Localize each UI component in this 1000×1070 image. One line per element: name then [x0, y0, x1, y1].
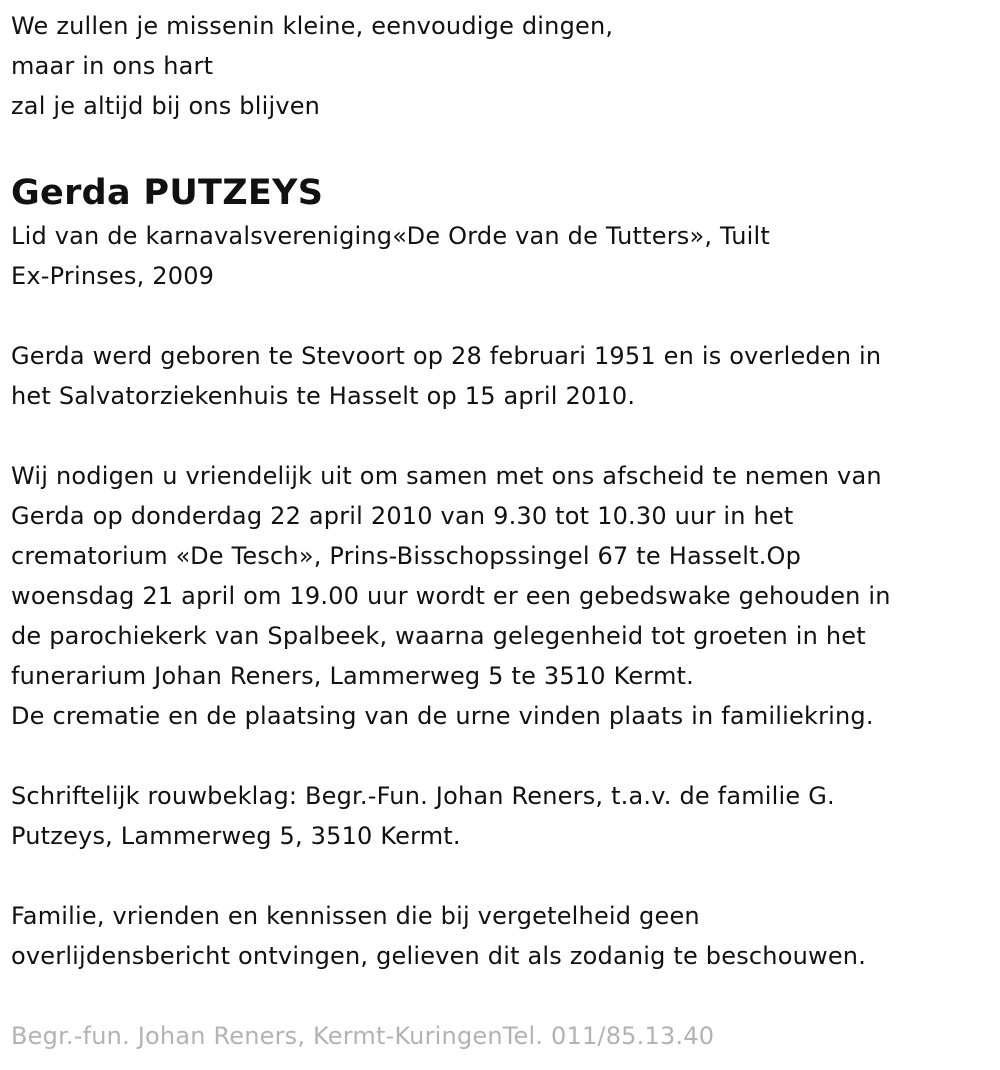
paragraph-line: de parochiekerk van Spalbeek, waarna gelegenheid tot groeten in het — [11, 622, 866, 650]
verse-line: maar in ons hart — [11, 52, 214, 80]
funeral-home-footer — [11, 1016, 981, 1056]
paragraph-line: Gerda werd geboren te Stevoort op 28 februari 1951 en is overleden in — [11, 342, 882, 370]
paragraph-line: funerarium Johan Reners, Lammerweg 5 te 3510 Kermt. — [11, 662, 694, 690]
deceased-title-line: Ex-Prinses, 2009 — [11, 262, 215, 290]
paragraph-line: woensdag 21 april om 19.00 uur wordt er een gebedswake gehouden in — [11, 582, 891, 610]
memorial-verse — [11, 6, 981, 126]
footer-text: Begr.-fun. Johan Reners, Kermt-KuringenTel. 011/85.13.40 — [11, 1022, 715, 1050]
notice-paragraph — [11, 896, 981, 976]
paragraph-line: De crematie en de plaatsing van de urne vinden plaats in familiekring. — [11, 702, 874, 730]
obituary-notice — [11, 6, 981, 1056]
birth-death-paragraph — [11, 336, 981, 416]
paragraph-line: crematorium «De Tesch», Prins-Bisschopssingel 67 te Hasselt.Op — [11, 542, 802, 570]
deceased-header — [11, 170, 981, 296]
invitation-paragraph — [11, 456, 981, 736]
paragraph-line: Schriftelijk rouwbeklag: Begr.-Fun. Johan Reners, t.a.v. de familie G. — [11, 782, 835, 810]
verse-line: zal je altijd bij ons blijven — [11, 92, 321, 120]
paragraph-line: Gerda op donderdag 22 april 2010 van 9.30 tot 10.30 uur in het — [11, 502, 794, 530]
verse-line: We zullen je missenin kleine, eenvoudige dingen, — [11, 12, 614, 40]
paragraph-line: Familie, vrienden en kennissen die bij vergetelheid geen — [11, 902, 700, 930]
paragraph-line: Wij nodigen u vriendelijk uit om samen met ons afscheid te nemen van — [11, 462, 882, 490]
paragraph-line: overlijdensbericht ontvingen, gelieven dit als zodanig te beschouwen. — [11, 942, 867, 970]
deceased-name: Gerda PUTZEYS — [11, 173, 324, 213]
deceased-title-line: Lid van de karnavalsvereniging«De Orde van de Tutters», Tuilt — [11, 222, 770, 250]
paragraph-line: het Salvatorziekenhuis te Hasselt op 15 april 2010. — [11, 382, 636, 410]
condolences-paragraph — [11, 776, 981, 856]
paragraph-line: Putzeys, Lammerweg 5, 3510 Kermt. — [11, 822, 461, 850]
